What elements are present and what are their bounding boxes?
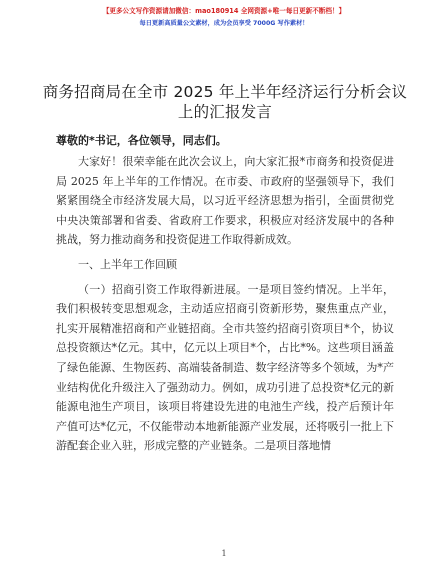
promo-banner-line-2: 每日更新高质量公文素材，成为会员享受 7000G 写作素材！ [139,20,309,27]
section-heading: 一、上半年工作回顾 [78,257,177,271]
document-title: 商务招商局在全市 2025 年上半年经济运行分析会议上的汇报发言 [42,83,408,121]
body-paragraph: （一）招商引资工作取得新进展。一是项目签约情况。上半年，我们积极转变思想观念，主动适应招商引资新形势，聚焦重点产业，扎实开展精准招商和产业链招商。全市共签约招商引资项目*个，协议总投资额达*亿元。其中，亿元以上项目*个，占比*%。这些项目涵盖了绿色能源、生物医药、高端装备制造、数字经济等多个领域，为*产业结构优化升级注入了强劲动力。例如，成功引进了总投资*亿元的新能源电池生产项目，该项目将建设先进的电池生产线，投产后预计年产值可达*亿元，不仅能带动本地新能源产业发展，还将吸引一批上下游配套企业入驻，形成完整的产业链条。二是项目落地情 [56,282,394,453]
salutation: 尊敬的*书记，各位领导，同志们。 [56,134,227,147]
intro-paragraph: 大家好！很荣幸能在此次会议上，向大家汇报*市商务和投资促进局 2025 年上半年的工作情况。在市委、市政府的坚强领导下，我们紧紧围绕全市经济发展大局，以习近平经济思想为指引，全面贯彻党中央决策部署和省委、省政府工作要求，积极应对经济发展中的各种挑战，努力推动商务和投资促进工作取得新成效。 [56,155,394,247]
promo-banner [0,6,448,29]
page-number: 1 [221,549,227,558]
promo-banner-line-1: 【更多公文写作资源请加微信：mao180914 全网资源+唯一每日更新不断档！】 [102,7,346,15]
document-body [56,152,394,456]
